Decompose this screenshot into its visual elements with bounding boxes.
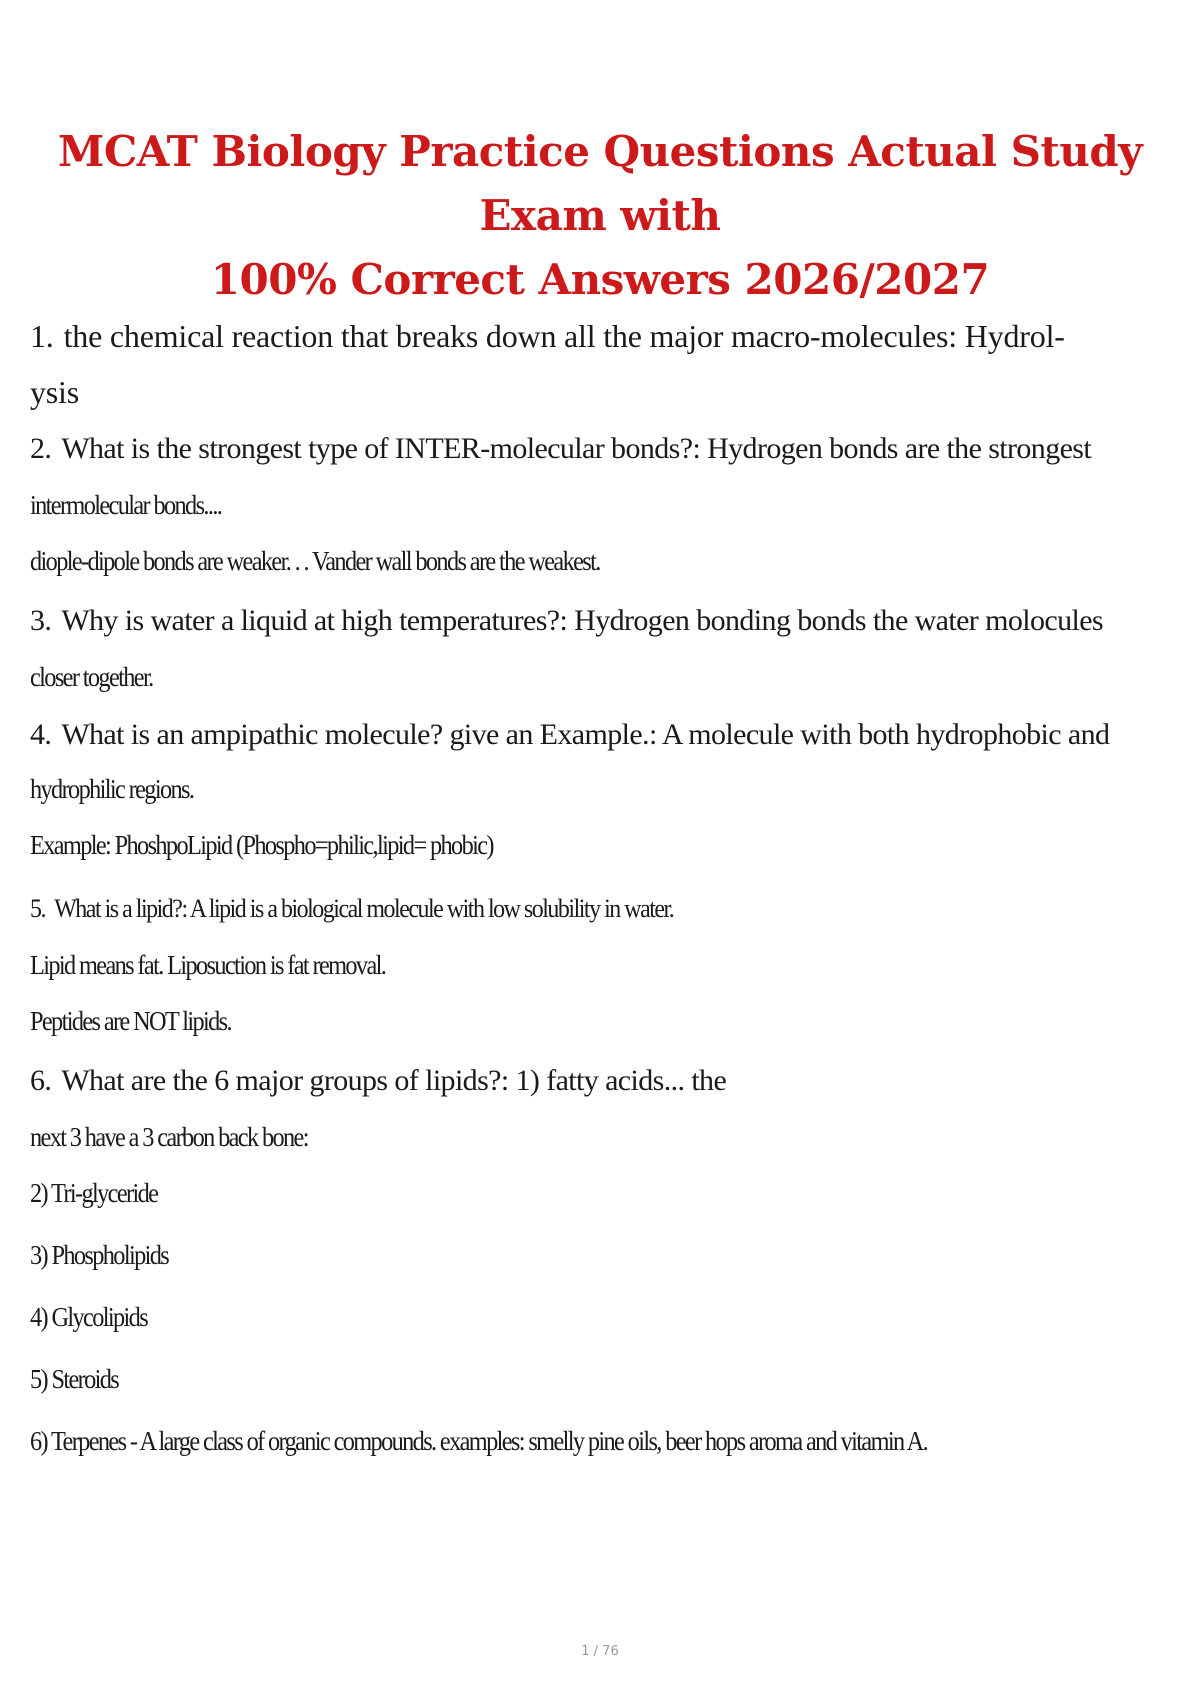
answer-line: hydrophilic regions. — [30, 774, 194, 804]
question-text: What are the 6 major groups of lipids?: 1) fatty acids... the — [61, 1064, 727, 1097]
page-indicator: 1 / 76 — [581, 1644, 619, 1659]
answer-line: Example: PhoshpoLipid (Phospho=philic,lipid= phobic) — [30, 830, 493, 860]
question-5 — [30, 894, 1079, 924]
question-number: 4. — [30, 718, 52, 751]
title-line-1: MCAT Biology Practice Questions Actual Study Exam with — [57, 127, 1143, 240]
list-item: 3) Phospholipids — [30, 1240, 169, 1270]
question-1-continuation: ysis — [30, 374, 79, 410]
document-title — [30, 120, 1170, 312]
question-number: 3. — [30, 604, 52, 637]
question-1 — [30, 318, 1170, 355]
question-text: What is a lipid?: A lipid is a biological molecule with low solubility in water. — [54, 894, 674, 923]
list-item: 2) Tri-glyceride — [30, 1178, 158, 1208]
question-text: What is an ampipathic molecule? give an Example.: A molecule with both hydrophobic and — [61, 718, 1110, 751]
list-item: 6) Terpenes - A large class of organic compounds. examples: smelly pine oils, beer hops aroma and vitamin A. — [30, 1426, 928, 1456]
list-item: 5) Steroids — [30, 1364, 119, 1394]
question-4 — [30, 718, 1170, 752]
answer-line: next 3 have a 3 carbon back bone: — [30, 1122, 308, 1152]
list-item: 4) Glycolipids — [30, 1302, 148, 1332]
title-line-2: 100% Correct Answers 2026/2027 — [210, 255, 990, 304]
answer-line: intermolecular bonds.... — [30, 490, 222, 520]
question-text: the chemical reaction that breaks down all the major macro-molecules: Hydrol- — [63, 318, 1065, 354]
answer-line: closer together. — [30, 662, 153, 692]
question-number: 6. — [30, 1064, 52, 1097]
question-number: 2. — [30, 432, 52, 465]
question-text: What is the strongest type of INTER-molecular bonds?: Hydrogen bonds are the strongest — [61, 432, 1092, 465]
answer-line: diople-dipole bonds are weaker. . . Vander wall bonds are the weakest. — [30, 546, 600, 576]
question-2 — [30, 432, 1170, 466]
question-3 — [30, 604, 1170, 638]
question-number: 1. — [30, 318, 54, 354]
answer-line: Peptides are NOT lipids. — [30, 1006, 231, 1036]
answer-line: Lipid means fat. Liposuction is fat removal. — [30, 950, 386, 980]
question-number: 5. — [30, 894, 46, 923]
question-text: Why is water a liquid at high temperatures?: Hydrogen bonding bonds the water molocules — [61, 604, 1103, 637]
question-6 — [30, 1064, 1170, 1098]
